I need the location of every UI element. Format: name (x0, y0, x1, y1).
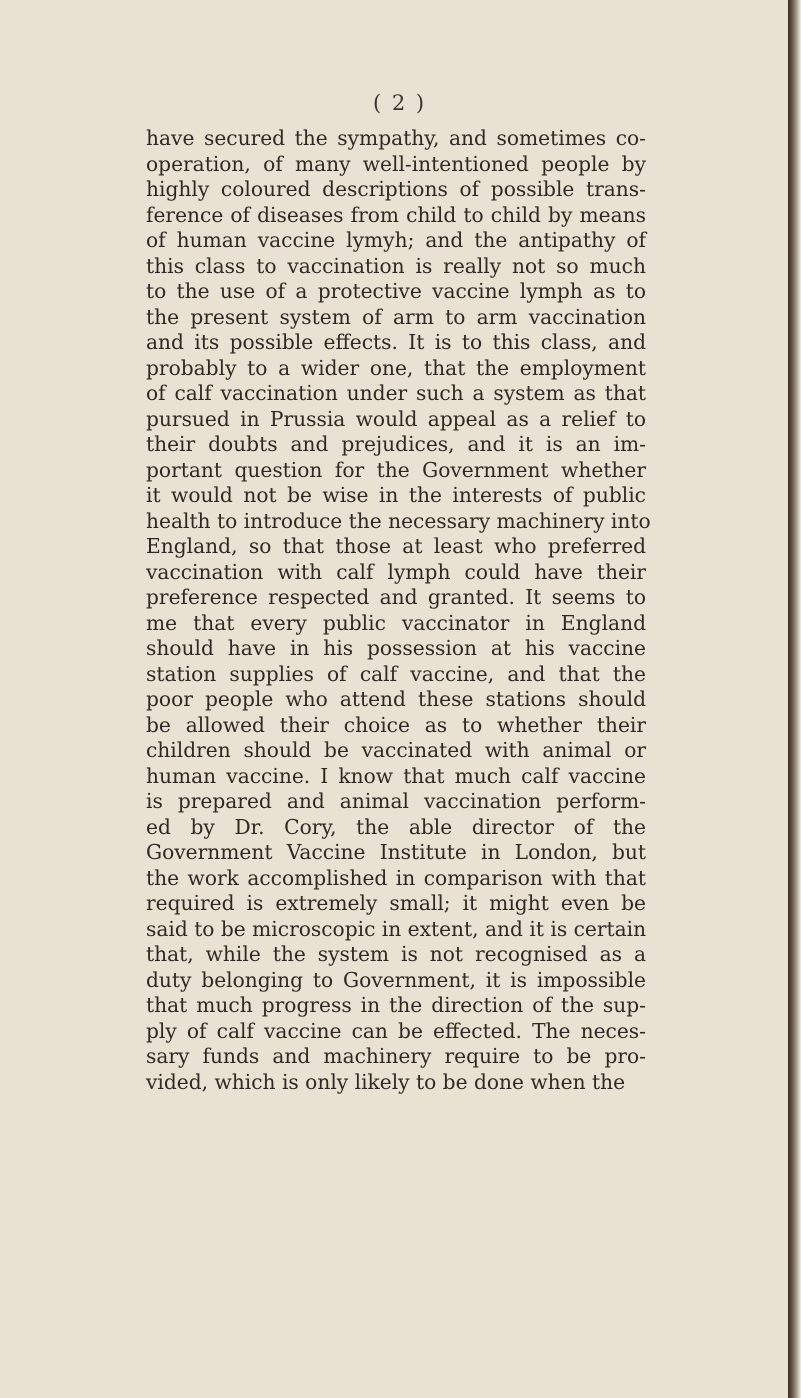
text-line: probably to a wider one, that the employment (146, 355, 646, 380)
text-line: this class to vaccination is really not so much (146, 253, 646, 278)
body-text (146, 126, 651, 1095)
text-line: ed by Dr. Cory, the able director of the (146, 814, 646, 839)
text-line: station supplies of calf vaccine, and that the (146, 661, 646, 686)
text-line: ply of calf vaccine can be effected. The neces- (146, 1018, 646, 1043)
text-line: of human vaccine lymyh; and the antipathy of (146, 228, 646, 252)
text-line: ference of diseases from child to child by means (146, 202, 646, 227)
text-line: the present system of arm to arm vaccination (146, 304, 646, 329)
text-line: the work accomplished in comparison with that (146, 865, 646, 890)
text-line: health to introduce the necessary machinery into (146, 508, 651, 533)
text-line: highly coloured descriptions of possible trans- (146, 177, 646, 201)
text-line: that, while the system is not recognised as a (146, 942, 646, 966)
text-line: vaccination with calf lymph could have their (146, 559, 646, 584)
text-line: of calf vaccination under such a system as that (146, 381, 646, 405)
text-line: that much progress in the direction of the sup- (146, 993, 646, 1017)
text-line: human vaccine. I know that much calf vaccine (146, 763, 646, 788)
text-line: be allowed their choice as to whether their (146, 712, 646, 737)
page-number: ( 2 ) (373, 91, 427, 115)
text-line: required is extremely small; it might even be (146, 891, 646, 915)
text-line: me that every public vaccinator in England (146, 610, 646, 635)
text-line: pursued in Prussia would appeal as a relief to (146, 406, 646, 431)
text-line: Government Vaccine Institute in London, but (146, 840, 646, 864)
text-line: vided, which is only likely to be done when the (146, 1069, 626, 1094)
text-line: have secured the sympathy, and sometimes co- (146, 126, 646, 150)
text-line: and its possible effects. It is to this class, and (146, 330, 646, 354)
text-line: to the use of a protective vaccine lymph as to (146, 279, 646, 303)
text-line: duty belonging to Government, it is impossible (146, 967, 646, 992)
text-line: said to be microscopic in extent, and it is certain (146, 916, 647, 941)
text-line: England, so that those at least who preferred (146, 534, 646, 558)
text-line: is prepared and animal vaccination perform- (146, 789, 646, 813)
text-line: portant question for the Government whether (146, 457, 646, 482)
text-line: children should be vaccinated with animal or (146, 738, 646, 762)
book-edge-shadow (788, 0, 801, 1398)
text-line: should have in his possession at his vaccine (146, 636, 646, 660)
text-line: their doubts and prejudices, and it is an im- (146, 432, 646, 456)
text-line: operation, of many well-intentioned people by (146, 151, 646, 176)
text-line: preference respected and granted. It seems to (146, 585, 646, 609)
text-line: sary funds and machinery require to be pro- (146, 1044, 646, 1068)
text-line: it would not be wise in the interests of public (146, 483, 646, 507)
text-line: poor people who attend these stations should (146, 687, 646, 711)
